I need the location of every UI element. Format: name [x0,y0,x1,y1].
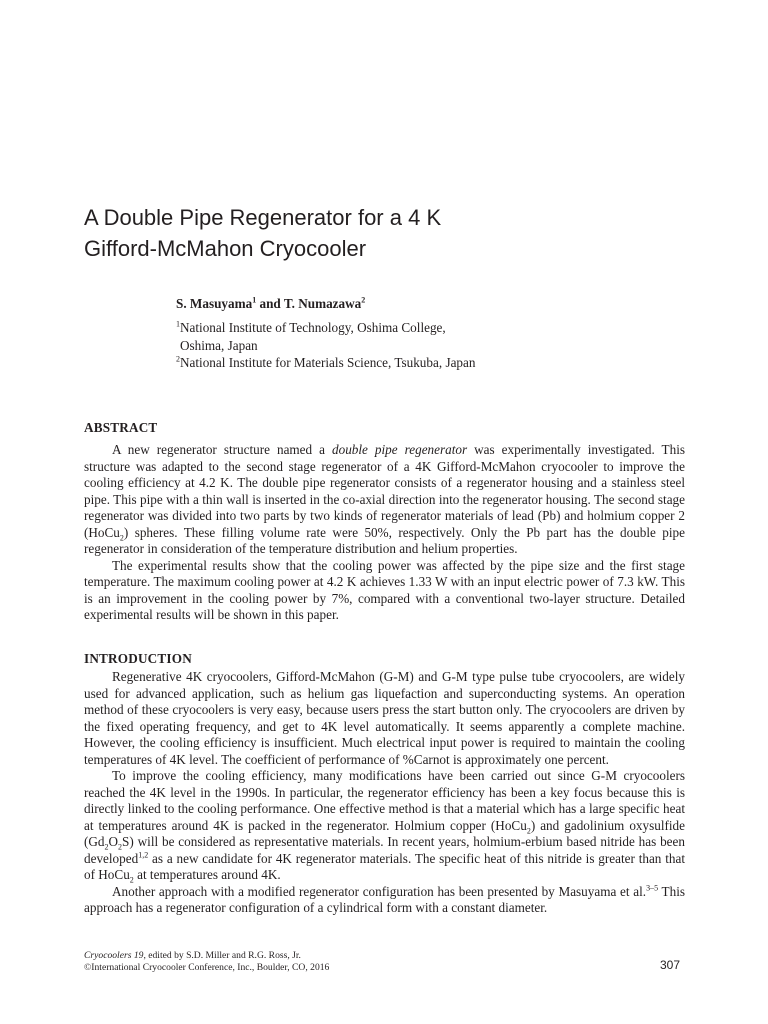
text-run: S) will be considered as representative materials. In recent years, holmium-erbium based nitride has been developed [84,834,685,866]
affiliation-text: National Institute for Materials Science, Tsukuba, Japan [180,355,476,370]
affiliation-mark: 2 [176,354,180,364]
book-title: Cryocoolers 19 [84,950,144,961]
footer-citation [84,950,685,962]
subscript: 2 [119,533,124,543]
author-name: S. Masuyama [176,296,253,311]
introduction-paragraph [84,768,685,884]
affiliation-2 [176,354,676,372]
citation-mark: 1,2 [138,850,149,860]
affiliation-text: Oshima, Japan [180,337,258,353]
text-run: This approach has a regenerator configuration of a cylindrical form with a constant diameter. [84,883,685,915]
author-name: T. Numazawa [283,296,362,311]
page-footer [84,950,685,974]
subscript: 2 [104,842,109,852]
text-run: as a new candidate for 4K regenerator materials. The specific heat of this nitride is greater than that of HoCu [84,850,685,882]
affiliation-1 [176,319,676,337]
page-number: 307 [660,958,681,972]
text-run: ) and gadolinium oxysulfide (Gd [84,817,685,849]
subscript: 2 [526,826,531,836]
title-line-2: Gifford-McMahon Cryocooler [84,236,367,261]
footer-copyright: ©International Cryocooler Conference, Inc., Boulder, CO, 2016 [84,962,330,973]
introduction-body [84,669,685,917]
affiliation-text: National Institute of Technology, Oshima College, [180,320,446,335]
introduction-heading: INTRODUCTION [84,651,192,666]
introduction-paragraph [84,884,685,917]
affiliations [176,319,676,372]
abstract-paragraph [84,442,685,558]
affiliation-1-continued [176,337,676,355]
affiliation-mark: 1 [176,319,180,329]
editors: , edited by S.D. Miller and R.G. Ross, Jr. [143,950,301,961]
paper-title [84,202,704,264]
text-run: ) spheres. These filling volume rate were 50%, respectively. Only the Pb part has the double pipe regenerator in consideration of the temperature distribution and helium properties. [84,524,685,556]
author-affiliation-mark: 2 [361,295,366,305]
citation-mark: 3–5 [646,883,659,893]
subscript: 2 [118,842,123,852]
abstract-body [84,442,685,624]
subscript: 2 [129,875,134,885]
emphasized-term: double pipe regenerator [332,442,468,457]
text-run: at temperatures around 4K. [133,867,281,882]
introduction-paragraph: Regenerative 4K cryocoolers, Gifford-McMahon (G-M) and G-M type pulse tube cryocoolers, are widely used for advanced application, such as helium gas liquefaction and superconducting systems. An operation method of these cryocoolers is very easy, because users press the start button only. The cryocoolers are driven by the fixed operating frequency, and get to 4K level automatically. It seems apparently a complete machine. However, the cooling efficiency is insufficient. Much electrical input power is required to maintain the cooling temperatures of 4K level. The coefficient of performance of %Carnot is approximately one percent. [84,669,685,767]
title-line-1: A Double Pipe Regenerator for a 4 K [84,205,442,230]
author-list [176,295,365,313]
text-run: To improve the cooling efficiency, many modifications have been carried out since G-M cryocoolers reached the 4K level in the 1990s. In particular, the regenerator efficiency has been a key focus because this is directly linked to the cooling performance. One effective method is that a material which has a large specific heat at temperatures around 4K is packed in the regenerator. Holmium copper (HoCu [84,768,685,833]
author-conjunction: and [256,296,284,311]
text-run: O [108,834,119,849]
abstract-heading: ABSTRACT [84,420,158,435]
text-run: A new regenerator structure named a [112,442,332,457]
text-run: Another approach with a modified regenerator configuration has been presented by Masuyama et al. [112,883,647,899]
abstract-paragraph: The experimental results show that the cooling power was affected by the pipe size and the first stage temperature. The maximum cooling power at 4.2 K achieves 1.33 W with an input electric power of 7.3 kW. This is an improvement in the cooling power by 7%, compared with a conventional two-layer structure. Detailed experimental results will be shown in this paper. [84,557,685,622]
text-run: was experimentally investigated. This structure was adapted to the second stage regenerator of a 4K Gifford-McMahon cryocooler to improve the cooling efficiency at 4.2 K. The double pipe regenerator consists of a regenerator housing and a stainless steel pipe. This pipe with a thin wall is inserted in the co-axial direction into the regenerator housing. The second stage regenerator was divided into two parts by two kinds of regenerator materials of lead (Pb) and holmium copper 2 (HoCu [84,442,685,540]
author-affiliation-mark: 1 [252,295,257,305]
